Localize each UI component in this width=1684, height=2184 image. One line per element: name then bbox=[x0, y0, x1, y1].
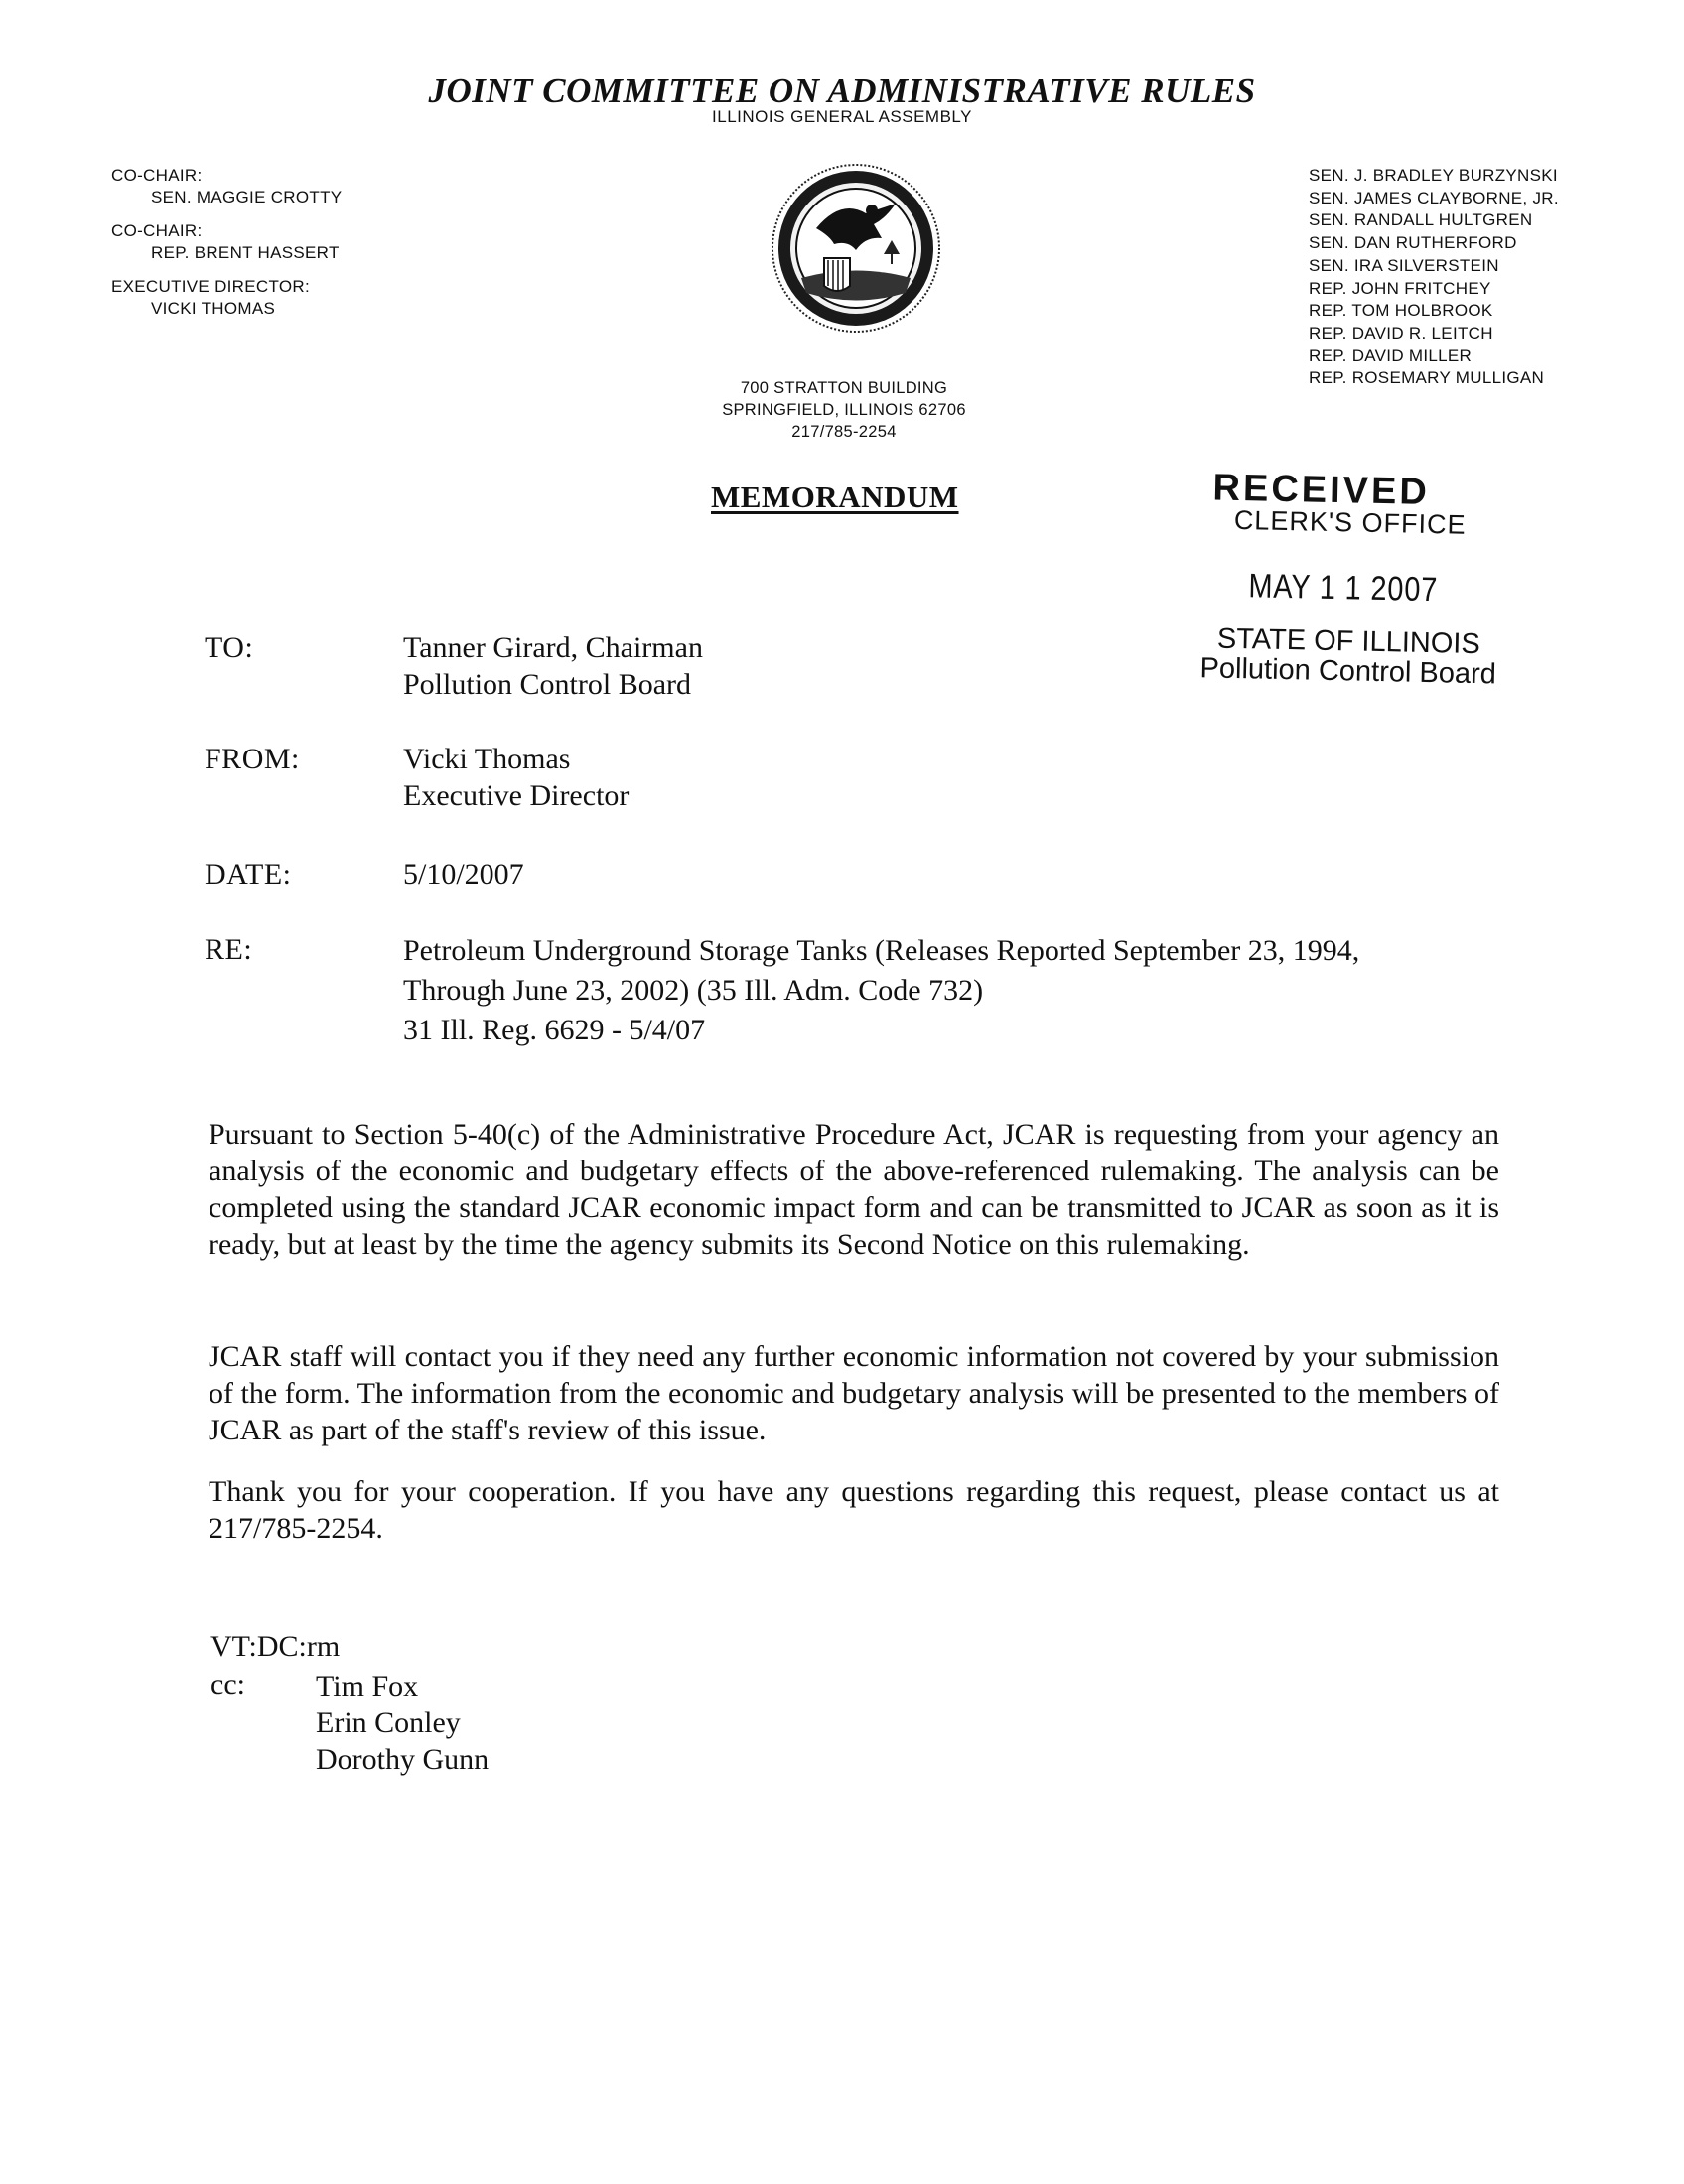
re-label: RE: bbox=[205, 933, 253, 966]
received-stamp bbox=[1187, 467, 1519, 712]
stamp-agency bbox=[1198, 623, 1497, 689]
member-name: SEN. DAN RUTHERFORD bbox=[1309, 233, 1517, 253]
member-name: SEN. RANDALL HULTGREN bbox=[1309, 210, 1533, 230]
member-name: REP. ROSEMARY MULLIGAN bbox=[1309, 368, 1545, 388]
stamp-office: CLERK'S OFFICE bbox=[1233, 504, 1467, 540]
member-name: REP. DAVID R. LEITCH bbox=[1309, 323, 1493, 342]
officers-list bbox=[111, 165, 342, 332]
committee-title: JOINT COMMITTEE ON ADMINISTRATIVE RULES bbox=[428, 71, 1256, 110]
officer-name: VICKI THOMAS bbox=[151, 299, 276, 318]
re-line: Through June 23, 2002) (35 Ill. Adm. Code 732) bbox=[403, 974, 984, 1007]
officer-role: CO-CHAIR: bbox=[111, 166, 203, 185]
member-name: REP. JOHN FRITCHEY bbox=[1309, 278, 1491, 298]
body-paragraph: Thank you for your cooperation. If you have any questions regarding this request, please contact us at 217/785-2254. bbox=[209, 1475, 1499, 1545]
stamp-received: RECEIVED bbox=[1212, 467, 1431, 514]
from-line: Executive Director bbox=[403, 779, 630, 812]
committee-address bbox=[695, 377, 993, 443]
from-label: FROM: bbox=[205, 743, 300, 775]
to-label: TO: bbox=[205, 631, 254, 664]
address-phone: 217/785-2254 bbox=[791, 423, 897, 441]
body-paragraph: Pursuant to Section 5-40(c) of the Administrative Procedure Act, JCAR is requesting from your agency an analysis of the economic and budgetary effects of the above-referenced rulemaking. The analysis can be completed using the standard JCAR economic impact form and can be transmitted to JCAR as soon as it is ready, but at least by the time the agency submits its Second Notice on this rulemaking. bbox=[209, 1118, 1499, 1261]
from-sender bbox=[403, 741, 629, 814]
illinois-seal-icon bbox=[757, 159, 955, 338]
address-line: SPRINGFIELD, ILLINOIS 62706 bbox=[722, 401, 966, 419]
memo-heading: MEMORANDUM bbox=[711, 479, 959, 514]
address-line: 700 STRATTON BUILDING bbox=[740, 379, 948, 397]
officer-entry bbox=[111, 165, 342, 208]
typist-initials: VT:DC:rm bbox=[210, 1630, 341, 1663]
member-name: REP. TOM HOLBROOK bbox=[1309, 301, 1493, 321]
to-recipient bbox=[403, 629, 703, 703]
cc-label: cc: bbox=[210, 1668, 245, 1701]
re-subject bbox=[403, 931, 1515, 1050]
from-line: Vicki Thomas bbox=[403, 743, 571, 775]
re-line: 31 Ill. Reg. 6629 - 5/4/07 bbox=[403, 1014, 706, 1046]
to-line: Tanner Girard, Chairman bbox=[403, 631, 703, 664]
officer-name: REP. BRENT HASSERT bbox=[151, 243, 340, 262]
cc-recipient: Erin Conley bbox=[316, 1706, 461, 1739]
memo-date: 5/10/2007 bbox=[403, 858, 524, 890]
body-paragraph: JCAR staff will contact you if they need any further economic information not covered by your submission of the form. The information from the economic and budgetary analysis will be presented to the members of JCAR as part of the staff's review of this issue. bbox=[209, 1340, 1499, 1446]
member-name: SEN. J. BRADLEY BURZYNSKI bbox=[1309, 166, 1558, 185]
stamp-board: Pollution Control Board bbox=[1199, 652, 1497, 691]
officer-entry bbox=[111, 276, 342, 320]
officer-name: SEN. MAGGIE CROTTY bbox=[151, 188, 343, 206]
officer-entry bbox=[111, 220, 342, 264]
stamp-date: MAY 1 1 2007 bbox=[1248, 567, 1439, 610]
committee-subtitle: ILLINOIS GENERAL ASSEMBLY bbox=[712, 107, 972, 126]
to-line: Pollution Control Board bbox=[403, 668, 692, 701]
officer-role: CO-CHAIR: bbox=[111, 221, 203, 240]
member-name: SEN. IRA SILVERSTEIN bbox=[1309, 255, 1499, 275]
member-name: SEN. JAMES CLAYBORNE, JR. bbox=[1309, 188, 1559, 207]
members-list bbox=[1309, 165, 1559, 390]
cc-recipient: Tim Fox bbox=[316, 1670, 419, 1703]
officer-role: EXECUTIVE DIRECTOR: bbox=[111, 277, 310, 296]
stamp-state: STATE OF ILLINOIS bbox=[1216, 622, 1481, 661]
date-label: DATE: bbox=[205, 858, 292, 890]
cc-recipient: Dorothy Gunn bbox=[316, 1743, 490, 1776]
cc-list bbox=[316, 1668, 489, 1778]
member-name: REP. DAVID MILLER bbox=[1309, 345, 1473, 365]
re-line: Petroleum Underground Storage Tanks (Releases Reported September 23, 1994, bbox=[403, 934, 1360, 967]
